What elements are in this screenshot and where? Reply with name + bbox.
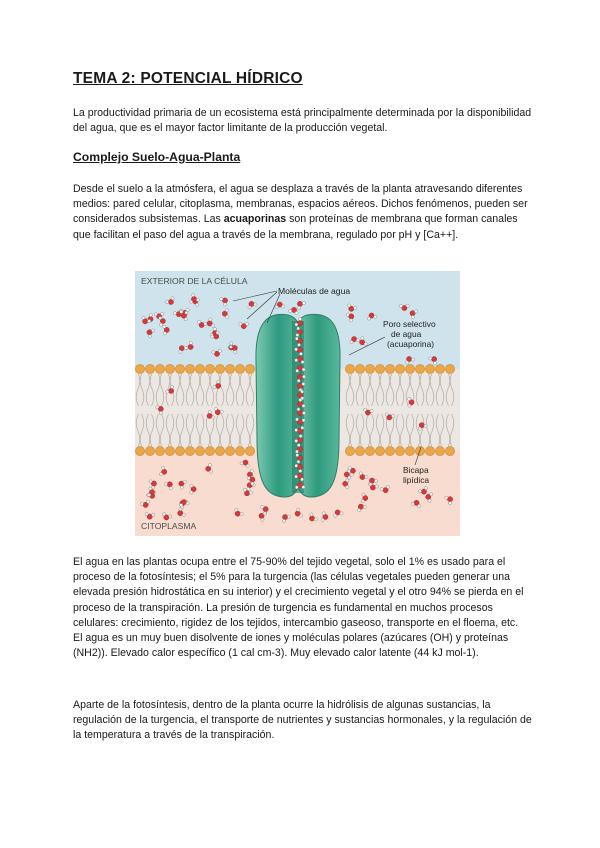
- molecules-label: Moléculas de agua: [278, 286, 351, 296]
- water-properties-paragraph: El agua es un muy buen disolvente de iones y moléculas polares (azúcares (OH) y proteínas (NH2)). Elevado calor específico (1 cal cm-3). Muy elevado calor latente (44 kJ mol-1).: [73, 632, 509, 660]
- bilayer-label-line1: Bicapa: [403, 465, 429, 475]
- pore-label-line1: Poro selectivo: [383, 319, 436, 329]
- aquaporin-figure: [135, 271, 460, 536]
- intro-paragraph: La productividad primaria de un ecosistema está principalmente determinada por la disponibilidad del agua, que es el mayor factor limitante de la producción vegetal.: [73, 107, 532, 135]
- page-title: TEMA 2: POTENCIAL HÍDRICO: [73, 70, 303, 87]
- pore-label-line2: de agua: [391, 329, 422, 339]
- aquaporin-paragraph: [73, 182, 533, 243]
- pore-label-line3: (acuaporina): [387, 339, 435, 349]
- para1-text-a: Desde el suelo a la atmósfera, el agua se desplaza a través de la planta atravesando diferentes medios: pared celular, citoplasma, membranas, espacios aéreos. Dichos fenómenos, pueden ser considerados subsistemas. Las: [73, 183, 528, 226]
- bilayer-label-line2: lipídica: [403, 475, 430, 485]
- cytoplasm-label: CITOPLASMA: [141, 521, 197, 531]
- exterior-label: EXTERIOR DE LA CÉLULA: [141, 276, 248, 286]
- plant-functions-paragraph: Aparte de la fotosíntesis, dentro de la planta ocurre la hidrólisis de algunas sustancias, la regulación de la turgencia, el transporte de nutrientes y sustancias hormonales, y la regulación de la temperatura a través de la transpiración.: [73, 699, 532, 742]
- aquaporin-diagram: [135, 271, 460, 536]
- section-title: Complejo Suelo-Agua-Planta: [73, 150, 241, 164]
- para1-bold-term: acuaporinas: [223, 213, 287, 226]
- water-percent-paragraph: El agua en las plantas ocupa entre el 75-90% del tejido vegetal, solo el 1% es usado para el proceso de la fotosíntesis; el 5% para la turgencia (las células vegetales pueden generar una elevada presión hidrostática en su interior) y el crecimiento vegetal y el otro 94% se pierda en el proceso de la transpiración. La presión de turgencia es fundamental en muchos procesos celulares: crecimiento, rigidez de los tejidos, intercambio gaseoso, transporte en el floema, etc.: [73, 556, 524, 629]
- para1-text-b: son proteínas de membrana que forman canales que facilitan el paso del agua a través de la membrana, regulado por pH y [Ca++].: [73, 213, 518, 241]
